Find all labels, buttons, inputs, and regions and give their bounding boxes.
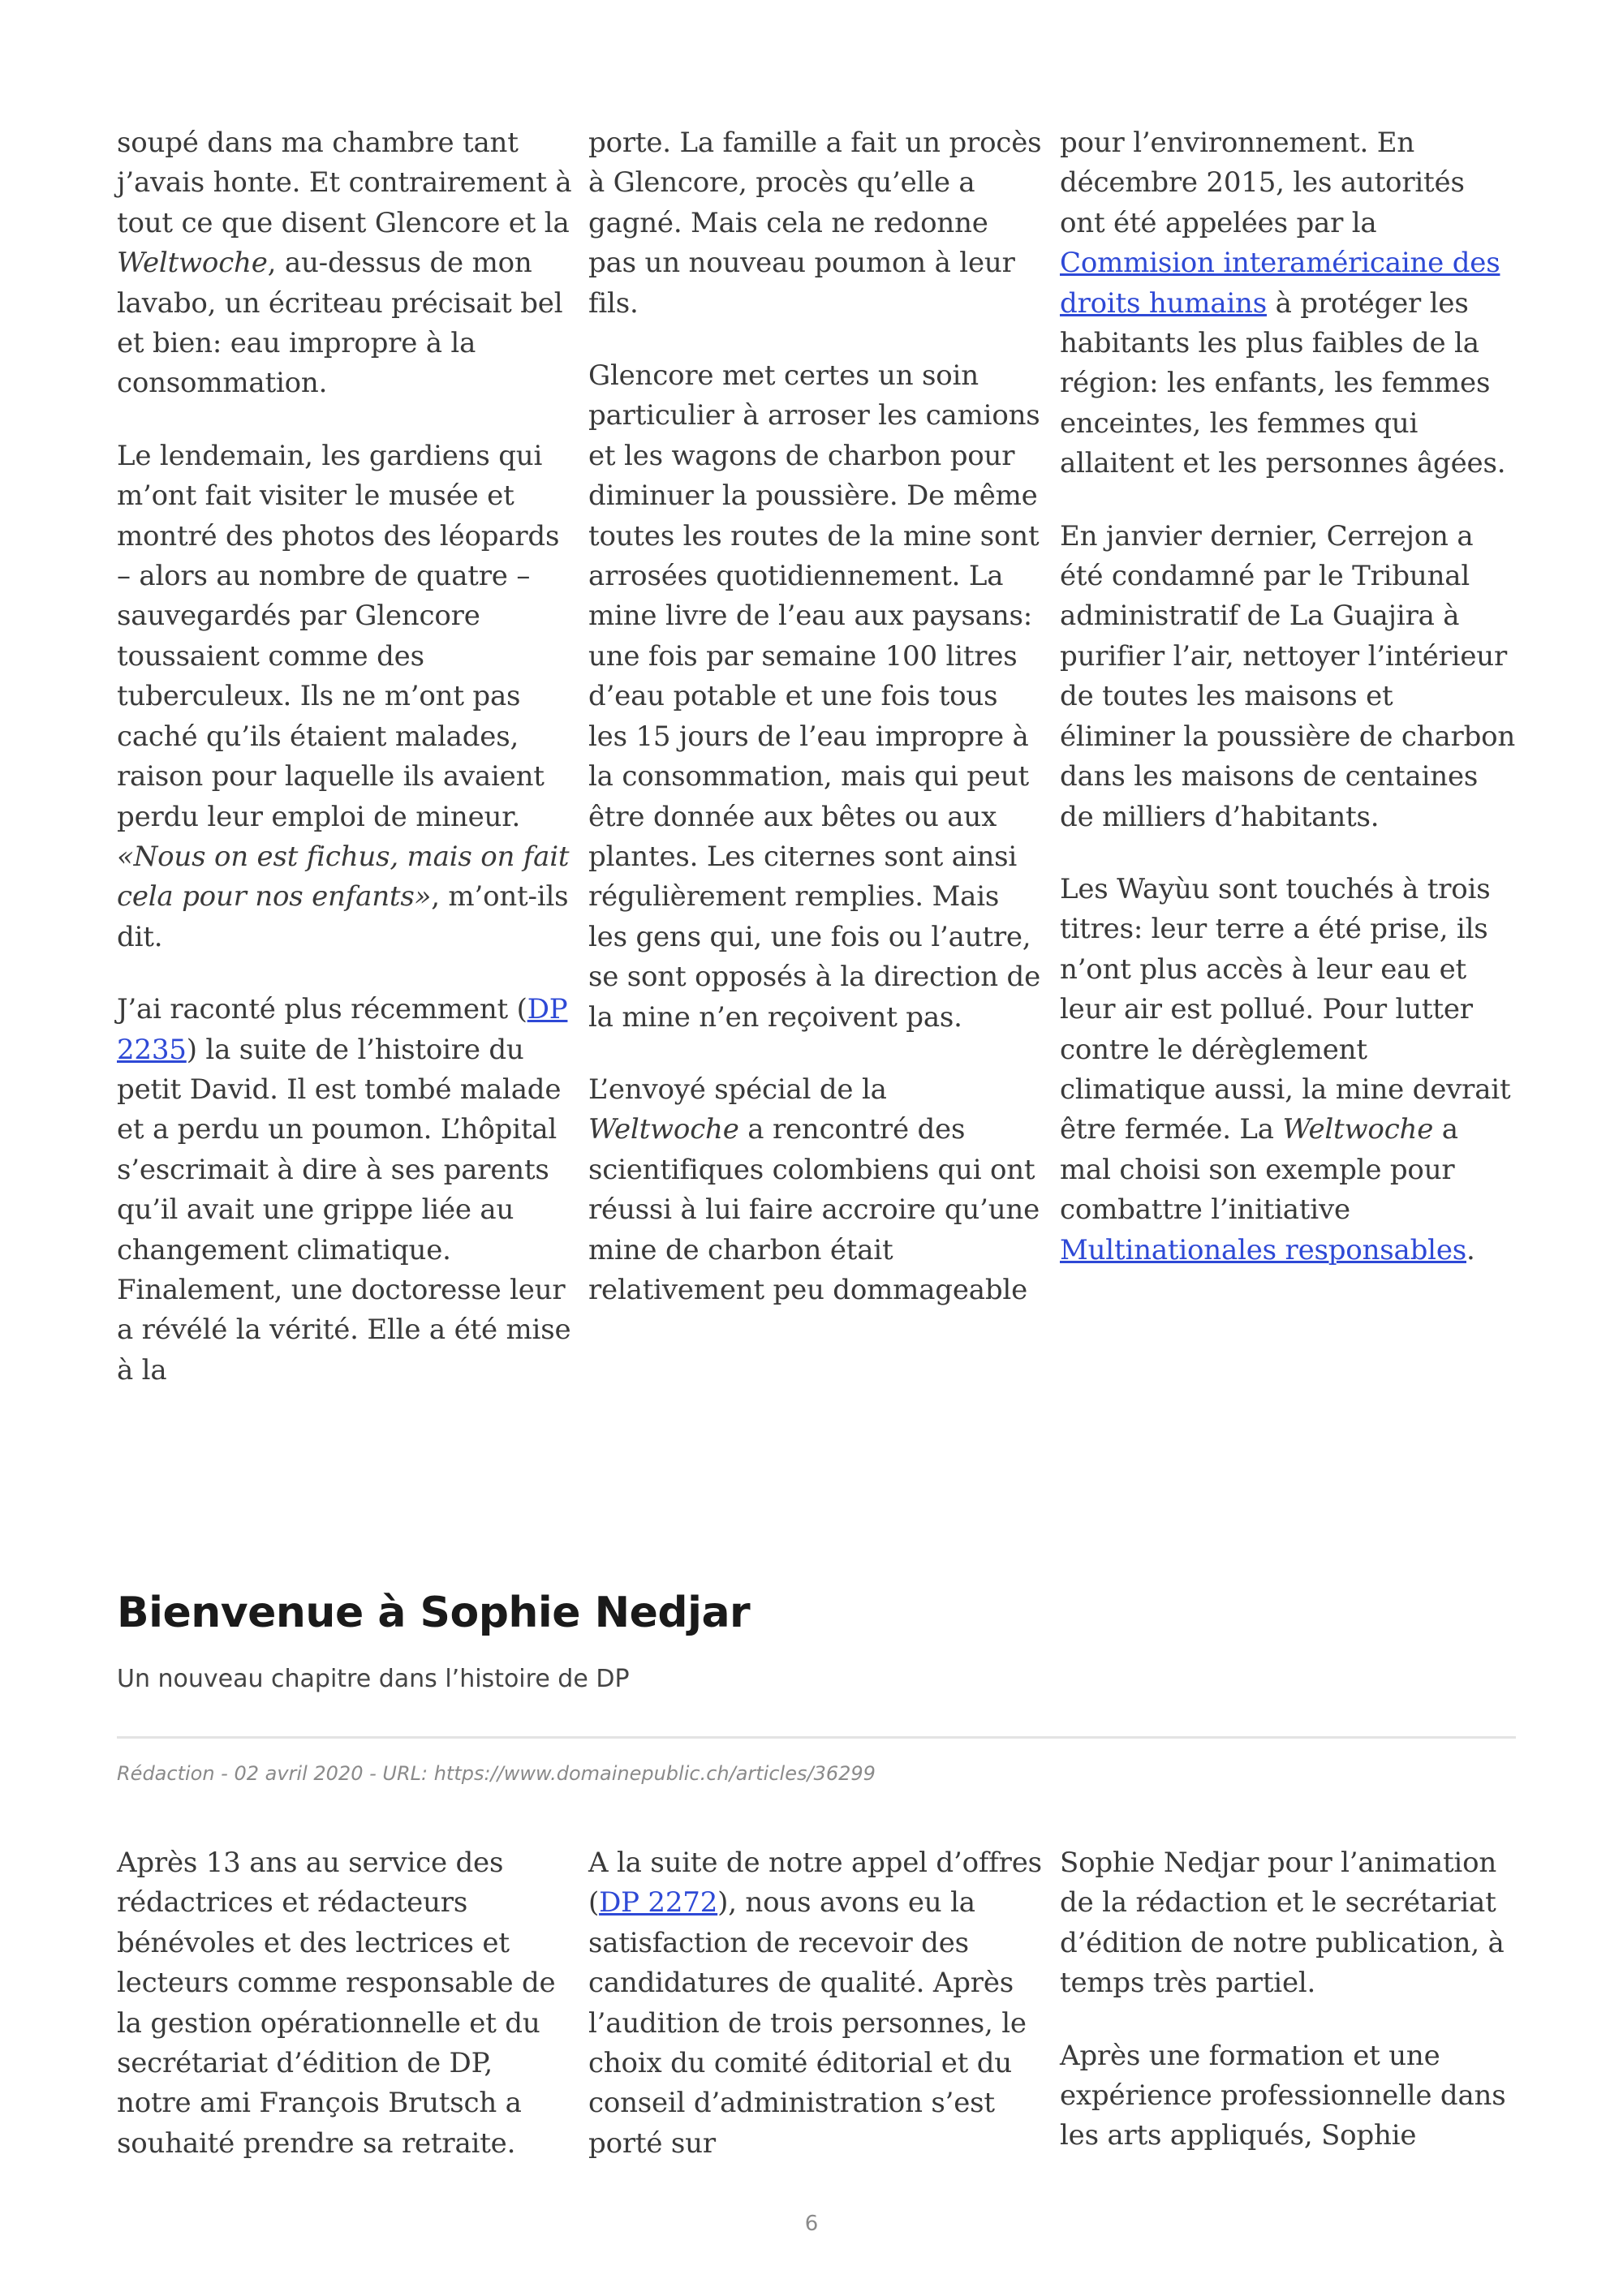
- paragraph: J’ai raconté plus récemment (DP 2235) la suite de l’histoire du petit David. Il est tombé malade et a perdu un poumon. L’hôpital s’escrimait à dire à ses parents qu’il avait une grippe liée au changement climatique. Finalement, une doctoresse leur a révélé la vérité. Elle a été mise à la: [117, 993, 571, 1387]
- divider: [117, 1736, 1516, 1739]
- article-columns: [117, 1843, 1516, 2164]
- previous-article-columns: [117, 123, 1516, 1391]
- link-multinationales-responsables[interactable]: Multinationales responsables: [1060, 1233, 1466, 1266]
- column-1: [117, 1843, 573, 2164]
- paragraph: porte. La famille a fait un procès à Glencore, procès qu’elle a gagné. Mais cela ne redonne pas un nouveau poumon à leur fils.: [588, 127, 1042, 320]
- link-commission-interamericaine[interactable]: Commision interaméricaine des droits humains: [1060, 247, 1500, 320]
- paragraph: A la suite de notre appel d’offres (DP 2272), nous avons eu la satisfaction de recevoir des candidatures de qualité. Après l’audition de trois personnes, le choix du comité éditorial et du conseil d’administration s’est porté sur: [588, 1847, 1042, 2160]
- paragraph: Le lendemain, les gardiens qui m’ont fait visiter le musée et montré des photos des léopards – alors au nombre de quatre – sauvegardés par Glencore toussaient comme des tuberculeux. Ils ne m’ont pas caché qu’ils étaient malades, raison pour laquelle ils avaient perdu leur emploi de mineur. «Nous on est fichus, mais on fait cela pour nos enfants», m’ont-ils dit.: [117, 439, 570, 953]
- paragraph: Les Wayùu sont touchés à trois titres: leur terre a été prise, ils n’ont plus accès à leur eau et leur air est pollué. Pour lutter contre le dérèglement climatique aussi, la mine devrait être fermée. La Weltwoche a mal choisi son exemple pour combattre l’initiative Multinationales responsables.: [1060, 872, 1511, 1266]
- paragraph: Glencore met certes un soin particulier à arroser les camions et les wagons de charbon pour diminuer la poussière. De même toutes les routes de la mine sont arrosées quotidiennement. La mine livre de l’eau aux paysans: une fois par semaine 100 litres d’eau potable et une fois tous les 15 jours de l’eau impropre à la consommation, mais qui peut être donnée aux bêtes ou aux plantes. Les citernes sont ainsi régulièrement remplies. Mais les gens qui, une fois ou l’autre, se sont opposés à la direction de la mine n’en reçoivent pas.: [588, 359, 1041, 1034]
- paragraph: pour l’environnement. En décembre 2015, les autorités ont été appelées par la Commision interaméricaine des droits humains à protéger les habitants les plus faibles de la région: les enfants, les femmes enceintes, les femmes qui allaitent et les personnes âgées.: [1060, 127, 1506, 480]
- page-number: 6: [804, 2212, 819, 2236]
- column-2: [588, 123, 1044, 1391]
- article-subtitle: Un nouveau chapitre dans l’histoire de DP: [117, 1665, 630, 1693]
- link-dp-2272[interactable]: DP 2272: [599, 1886, 718, 1920]
- paragraph: Après 13 ans au service des rédactrices et rédacteurs bénévoles et des lectrices et lecteurs comme responsable de la gestion opérationnelle et du secrétariat d’édition de DP, notre ami François Brutsch a souhaité prendre sa retraite.: [117, 1847, 556, 2160]
- link-dp-2235[interactable]: DP 2235: [117, 993, 568, 1066]
- paragraph: Après une formation et une expérience professionnelle dans les arts appliqués, Sophie: [1060, 2039, 1506, 2152]
- article-meta: Rédaction - 02 avril 2020 - URL: https://www.domainepublic.ch/articles/36299: [117, 1762, 876, 1785]
- article-title: Bienvenue à Sophie Nedjar: [117, 1589, 751, 1637]
- paragraph: En janvier dernier, Cerrejon a été condamné par le Tribunal administratif de La Guajira à purifier l’air, nettoyer l’intérieur de toutes les maisons et éliminer la poussière de charbon dans les maisons de centaines de milliers d’habitants.: [1060, 519, 1516, 833]
- paragraph: soupé dans ma chambre tant j’avais honte. Et contrairement à tout ce que disent Glencore et la Weltwoche, au-dessus de mon lavabo, un écriteau précisait bel et bien: eau impropre à la consommation.: [117, 127, 572, 400]
- column-2: [588, 1843, 1044, 2164]
- column-3: [1060, 123, 1516, 1391]
- column-1: [117, 123, 573, 1391]
- paragraph: L’envoyé spécial de la Weltwoche a rencontré des scientifiques colombiens qui ont réussi à lui faire accroire qu’une mine de charbon était relativement peu dommageable: [588, 1073, 1040, 1306]
- paragraph: Sophie Nedjar pour l’animation de la rédaction et le secrétariat d’édition de notre publication, à temps très partiel.: [1060, 1847, 1505, 2000]
- column-3: [1060, 1843, 1516, 2164]
